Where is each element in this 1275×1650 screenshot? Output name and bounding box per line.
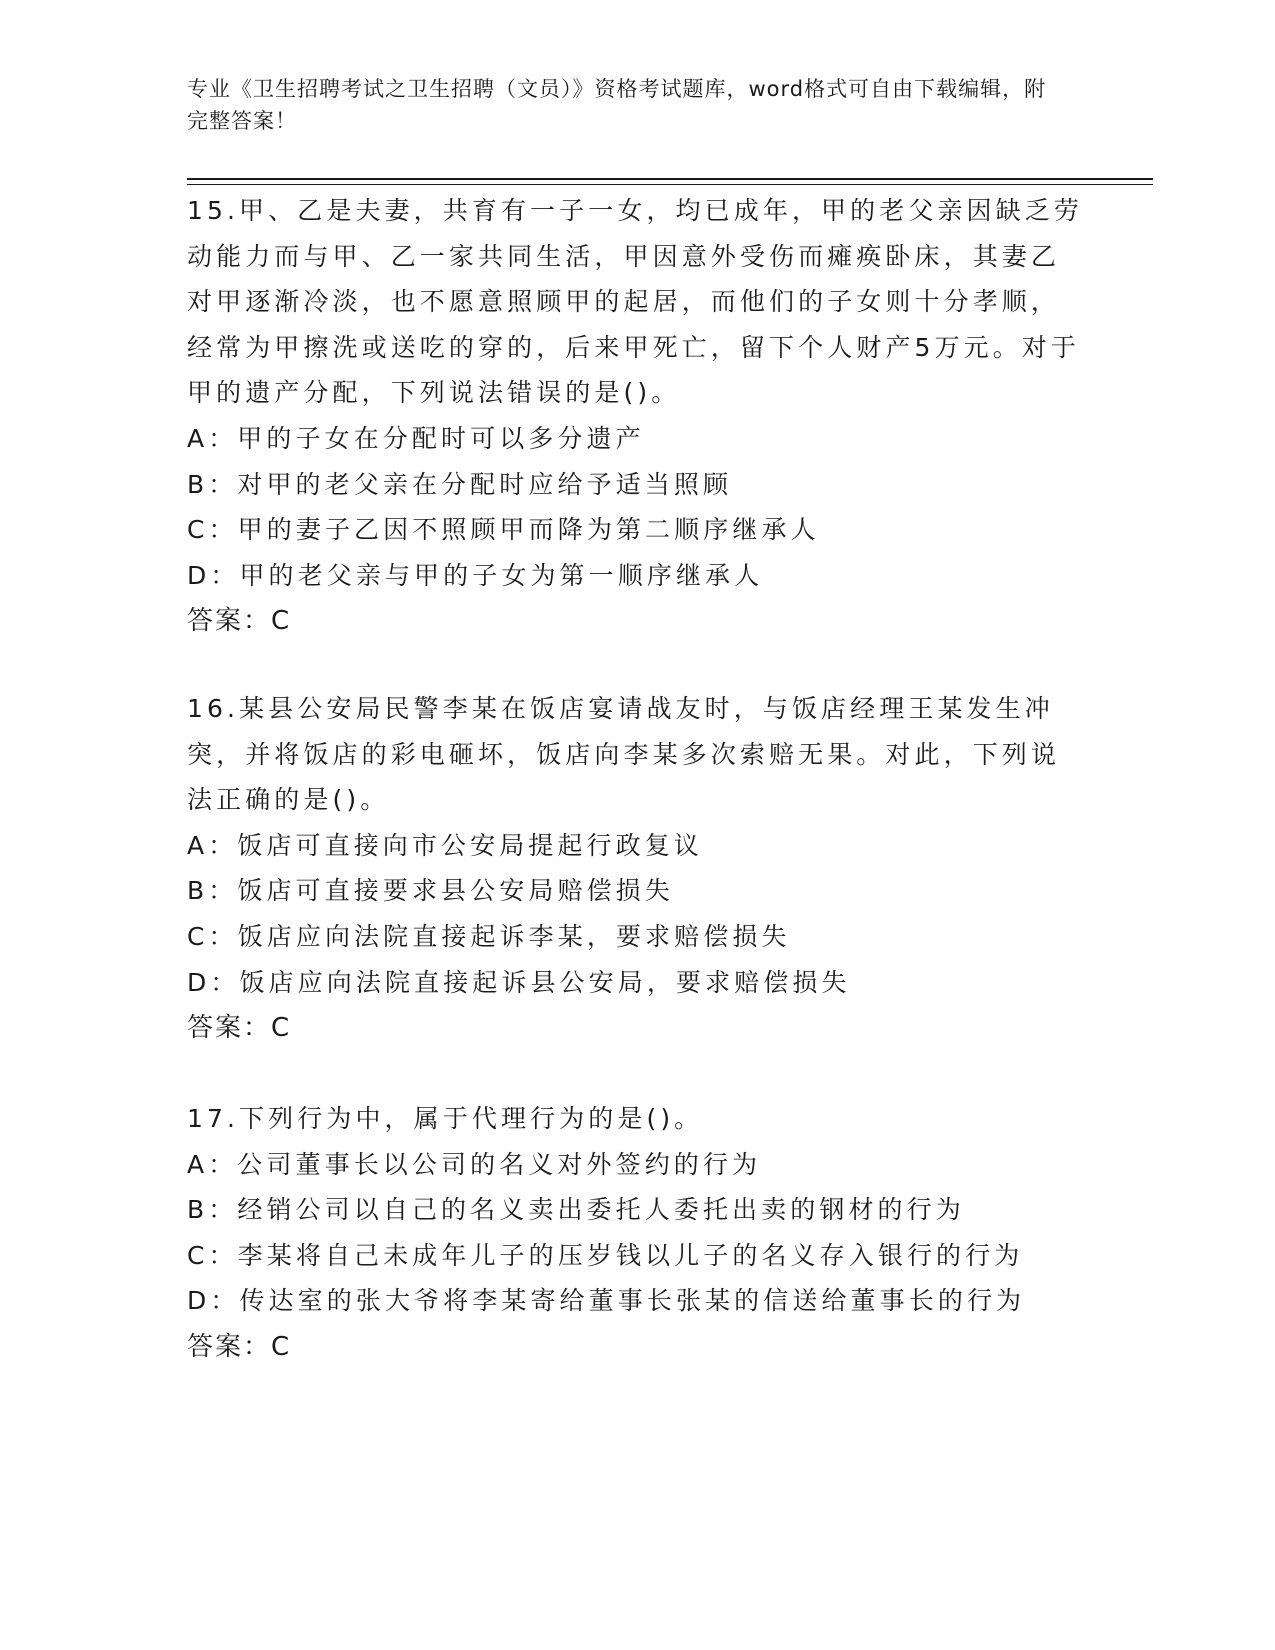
option-c: C：甲的妻子乙因不照顾甲而降为第二顺序继承人 [187,515,820,545]
answer: 答案：C [187,1013,292,1044]
header-divider-thick [187,178,1153,180]
option-d: D：传达室的张大爷将李某寄给董事长张某的信送给董事长的行为 [187,1286,1026,1316]
answer: 答案：C [187,1331,292,1362]
question-stem: 17.下列行为中，属于代理行为的是()。 [187,1104,704,1133]
question-stem: 15.甲、乙是夫妻，共育有一子一女，均已成年，甲的老父亲因缺乏劳动能力而与甲、乙一家共同生活，甲因意外受伤而瘫痪卧床，其妻乙对甲逐渐冷淡，也不愿意照顾甲的起居，而他们的子女则十分孝顺，经常为甲擦洗或送吃的穿的，后来甲死亡，留下个人财产5万元。对于甲的遗产分配，下列说法错误的是()。 [187,196,1083,408]
question-16 [187,686,1087,1051]
option-d: D：甲的老父亲与甲的子女为第一顺序继承人 [187,560,764,590]
option-b: B：对甲的老父亲在分配时应给予适当照顾 [187,469,733,499]
question-stem: 16.某县公安局民警李某在饭店宴请战友时，与饭店经理王某发生冲突，并将饭店的彩电砸坏，饭店向李某多次索赔无果。对此，下列说法正确的是()。 [187,694,1061,815]
option-d: D：饭店应向法院直接起诉县公安局，要求赔偿损失 [187,967,851,997]
question-17 [187,1096,1087,1370]
option-a: A：饭店可直接向市公安局提起行政复议 [187,830,703,860]
header-divider-thin [187,184,1153,185]
document-header: 专业《卫生招聘考试之卫生招聘（文员）》资格考试题库，word格式可自由下载编辑，附完整答案！ [187,77,1047,133]
question-15 [187,188,1087,644]
answer: 答案：C [187,606,292,637]
option-a: A：公司董事长以公司的名义对外签约的行为 [187,1149,762,1179]
option-b: B：饭店可直接要求县公安局赔偿损失 [187,876,674,906]
option-b: B：经销公司以自己的名义卖出委托人委托出卖的钢材的行为 [187,1195,965,1225]
option-c: C：饭店应向法院直接起诉李某，要求赔偿损失 [187,921,791,951]
option-c: C：李某将自己未成年儿子的压岁钱以儿子的名义存入银行的行为 [187,1240,1024,1270]
option-a: A：甲的子女在分配时可以多分遗产 [187,423,645,453]
